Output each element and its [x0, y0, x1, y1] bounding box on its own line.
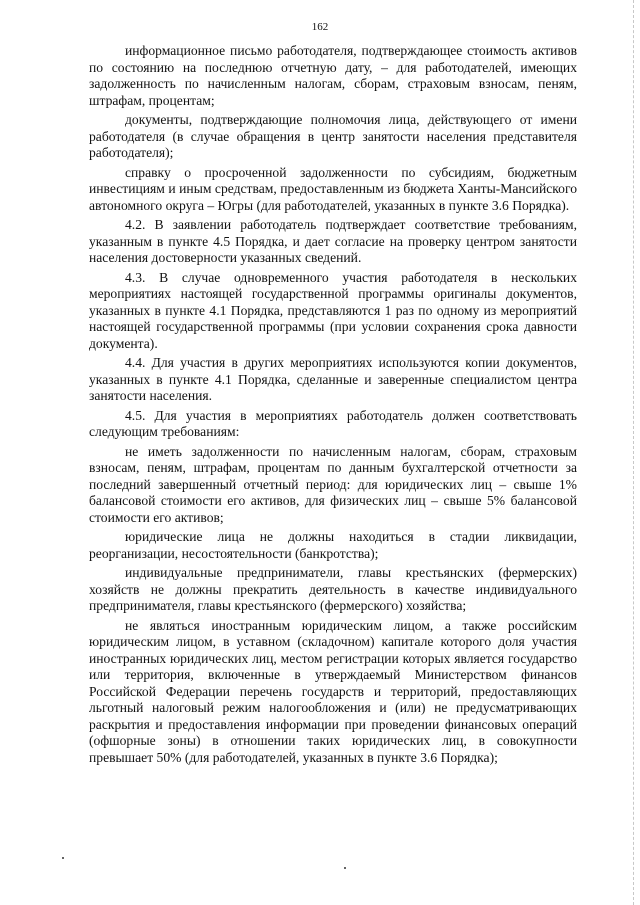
page-number: 162: [311, 21, 329, 33]
requirement-no-liquidation: юридические лица не должны находиться в стадии ликвидации, реорганизации, несостоятельности (банкротства);: [89, 529, 577, 561]
paragraph-4-2: 4.2. В заявлении работодатель подтверждает соответствие требованиям, указанным в пункте 4.5 Порядка, и дает согласие на проверку центром занятости населения достоверности указанных сведений.: [89, 217, 577, 265]
scan-edge-line: [632, 0, 634, 905]
paragraph-4-3: 4.3. В случае одновременного участия работодателя в нескольких мероприятиях настоящей государственной программы оригиналы документов, указанных в пункте 4.1 Порядка, представляются 1 раз по одному из мероприятий настоящей государственной программы (при условии сохранения срока давности документа).: [89, 269, 577, 351]
requirement-not-foreign-entity: не являться иностранным юридическим лицом, а также российским юридическим лицом, в уставном (складочном) капитале которого доля участия иностранных юридических лиц, местом регистрации которых является государство или территория, включенные в утверждаемый Министерством финансов Российской Федерации перечень государств и территорий, предоставляющих льготный налоговый режим налогообложения и (или) не предусматривающих раскрытия и предоставления информации при проведении финансовых операций (офшорные зоны) в отношении таких юридических лиц, в совокупности превышает 50% (для работодателей, указанных в пункте 3.6 Порядка);: [89, 617, 577, 765]
scan-speck: [344, 867, 346, 869]
scan-speck: [62, 857, 64, 859]
paragraph-overdue-debt-certificate: справку о просроченной задолженности по субсидиям, бюджетным инвестициям и иным средствам, предоставленным из бюджета Ханты-Мансийского автономного округа – Югры (для работодателей, указанных в пункте 3.6 Порядка).: [89, 164, 577, 213]
paragraph-4-4: 4.4. Для участия в других мероприятиях используются копии документов, указанных в пункте 4.1 Порядка, сделанные и заверенные специалистом центра занятости населения.: [89, 355, 577, 403]
paragraph-authority-documents: документы, подтверждающие полномочия лица, действующего от имени работодателя (в случае обращения в центр занятости населения представителя работодателя);: [89, 112, 577, 160]
requirement-individual-entrepreneurs: индивидуальные предприниматели, главы крестьянских (фермерских) хозяйств не должны прекратить деятельность в качестве индивидуального предпринимателя, главы крестьянского (фермерского) хозяйства;: [89, 565, 577, 613]
requirement-no-debt: не иметь задолженности по начисленным налогам, сборам, страховым взносам, пеням, штрафам, процентам по данным бухгалтерской отчетности за последний завершенный отчетный период: для юридических лиц – свыше 1% балансовой стоимости его активов, для физических лиц – свыше 5% балансовой стоимости его активов;: [89, 443, 577, 525]
paragraph-4-5: 4.5. Для участия в мероприятиях работодатель должен соответствовать следующим требованиям:: [89, 407, 577, 439]
paragraph-info-letter: информационное письмо работодателя, подтверждающее стоимость активов по состоянию на последнюю отчетную дату, – для работодателей, имеющих задолженность по начисленным налогам, сборам, страховым взносам, пеням, штрафам, процентам;: [89, 43, 577, 108]
document-body: [89, 43, 577, 766]
